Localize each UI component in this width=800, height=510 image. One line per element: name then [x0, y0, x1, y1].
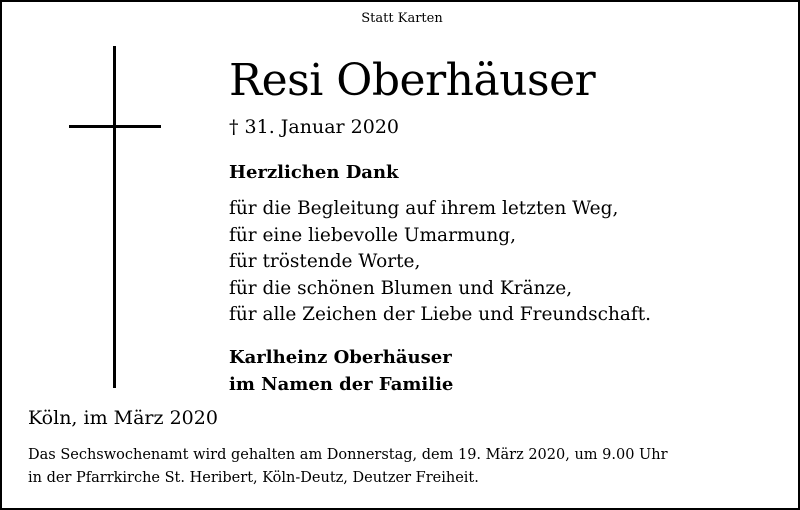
signers	[229, 344, 453, 398]
notice-line: Das Sechswochenamt wird gehalten am Donnerstag, dem 19. März 2020, um 9.00 Uhr	[28, 447, 668, 463]
thanks-lines	[229, 196, 651, 329]
signer-name: Karlheinz Oberhäuser	[229, 347, 452, 368]
thanks-line: für tröstende Worte,	[229, 251, 421, 272]
notice-line: in der Pfarrkirche St. Heribert, Köln-Deutz, Deutzer Freiheit.	[28, 470, 479, 486]
thanks-line: für die schönen Blumen und Kränze,	[229, 277, 573, 299]
thanks-line: für eine liebevolle Umarmung,	[229, 224, 517, 246]
signer-family: im Namen der Familie	[229, 374, 454, 395]
mass-notice	[28, 444, 668, 490]
deceased-name: Resi Oberhäuser	[229, 55, 596, 106]
thanks-line: für die Begleitung auf ihrem letzten Weg,	[229, 198, 619, 219]
cross-icon-horizontal	[69, 125, 161, 128]
thanks-line: für alle Zeichen der Liebe und Freundschaft.	[229, 304, 652, 325]
death-date: † 31. Januar 2020	[229, 116, 400, 138]
cross-icon-vertical	[113, 46, 116, 388]
place-date: Köln, im März 2020	[28, 407, 218, 429]
thanks-title: Herzlichen Dank	[229, 162, 399, 183]
header-statt-karten: Statt Karten	[361, 11, 443, 26]
